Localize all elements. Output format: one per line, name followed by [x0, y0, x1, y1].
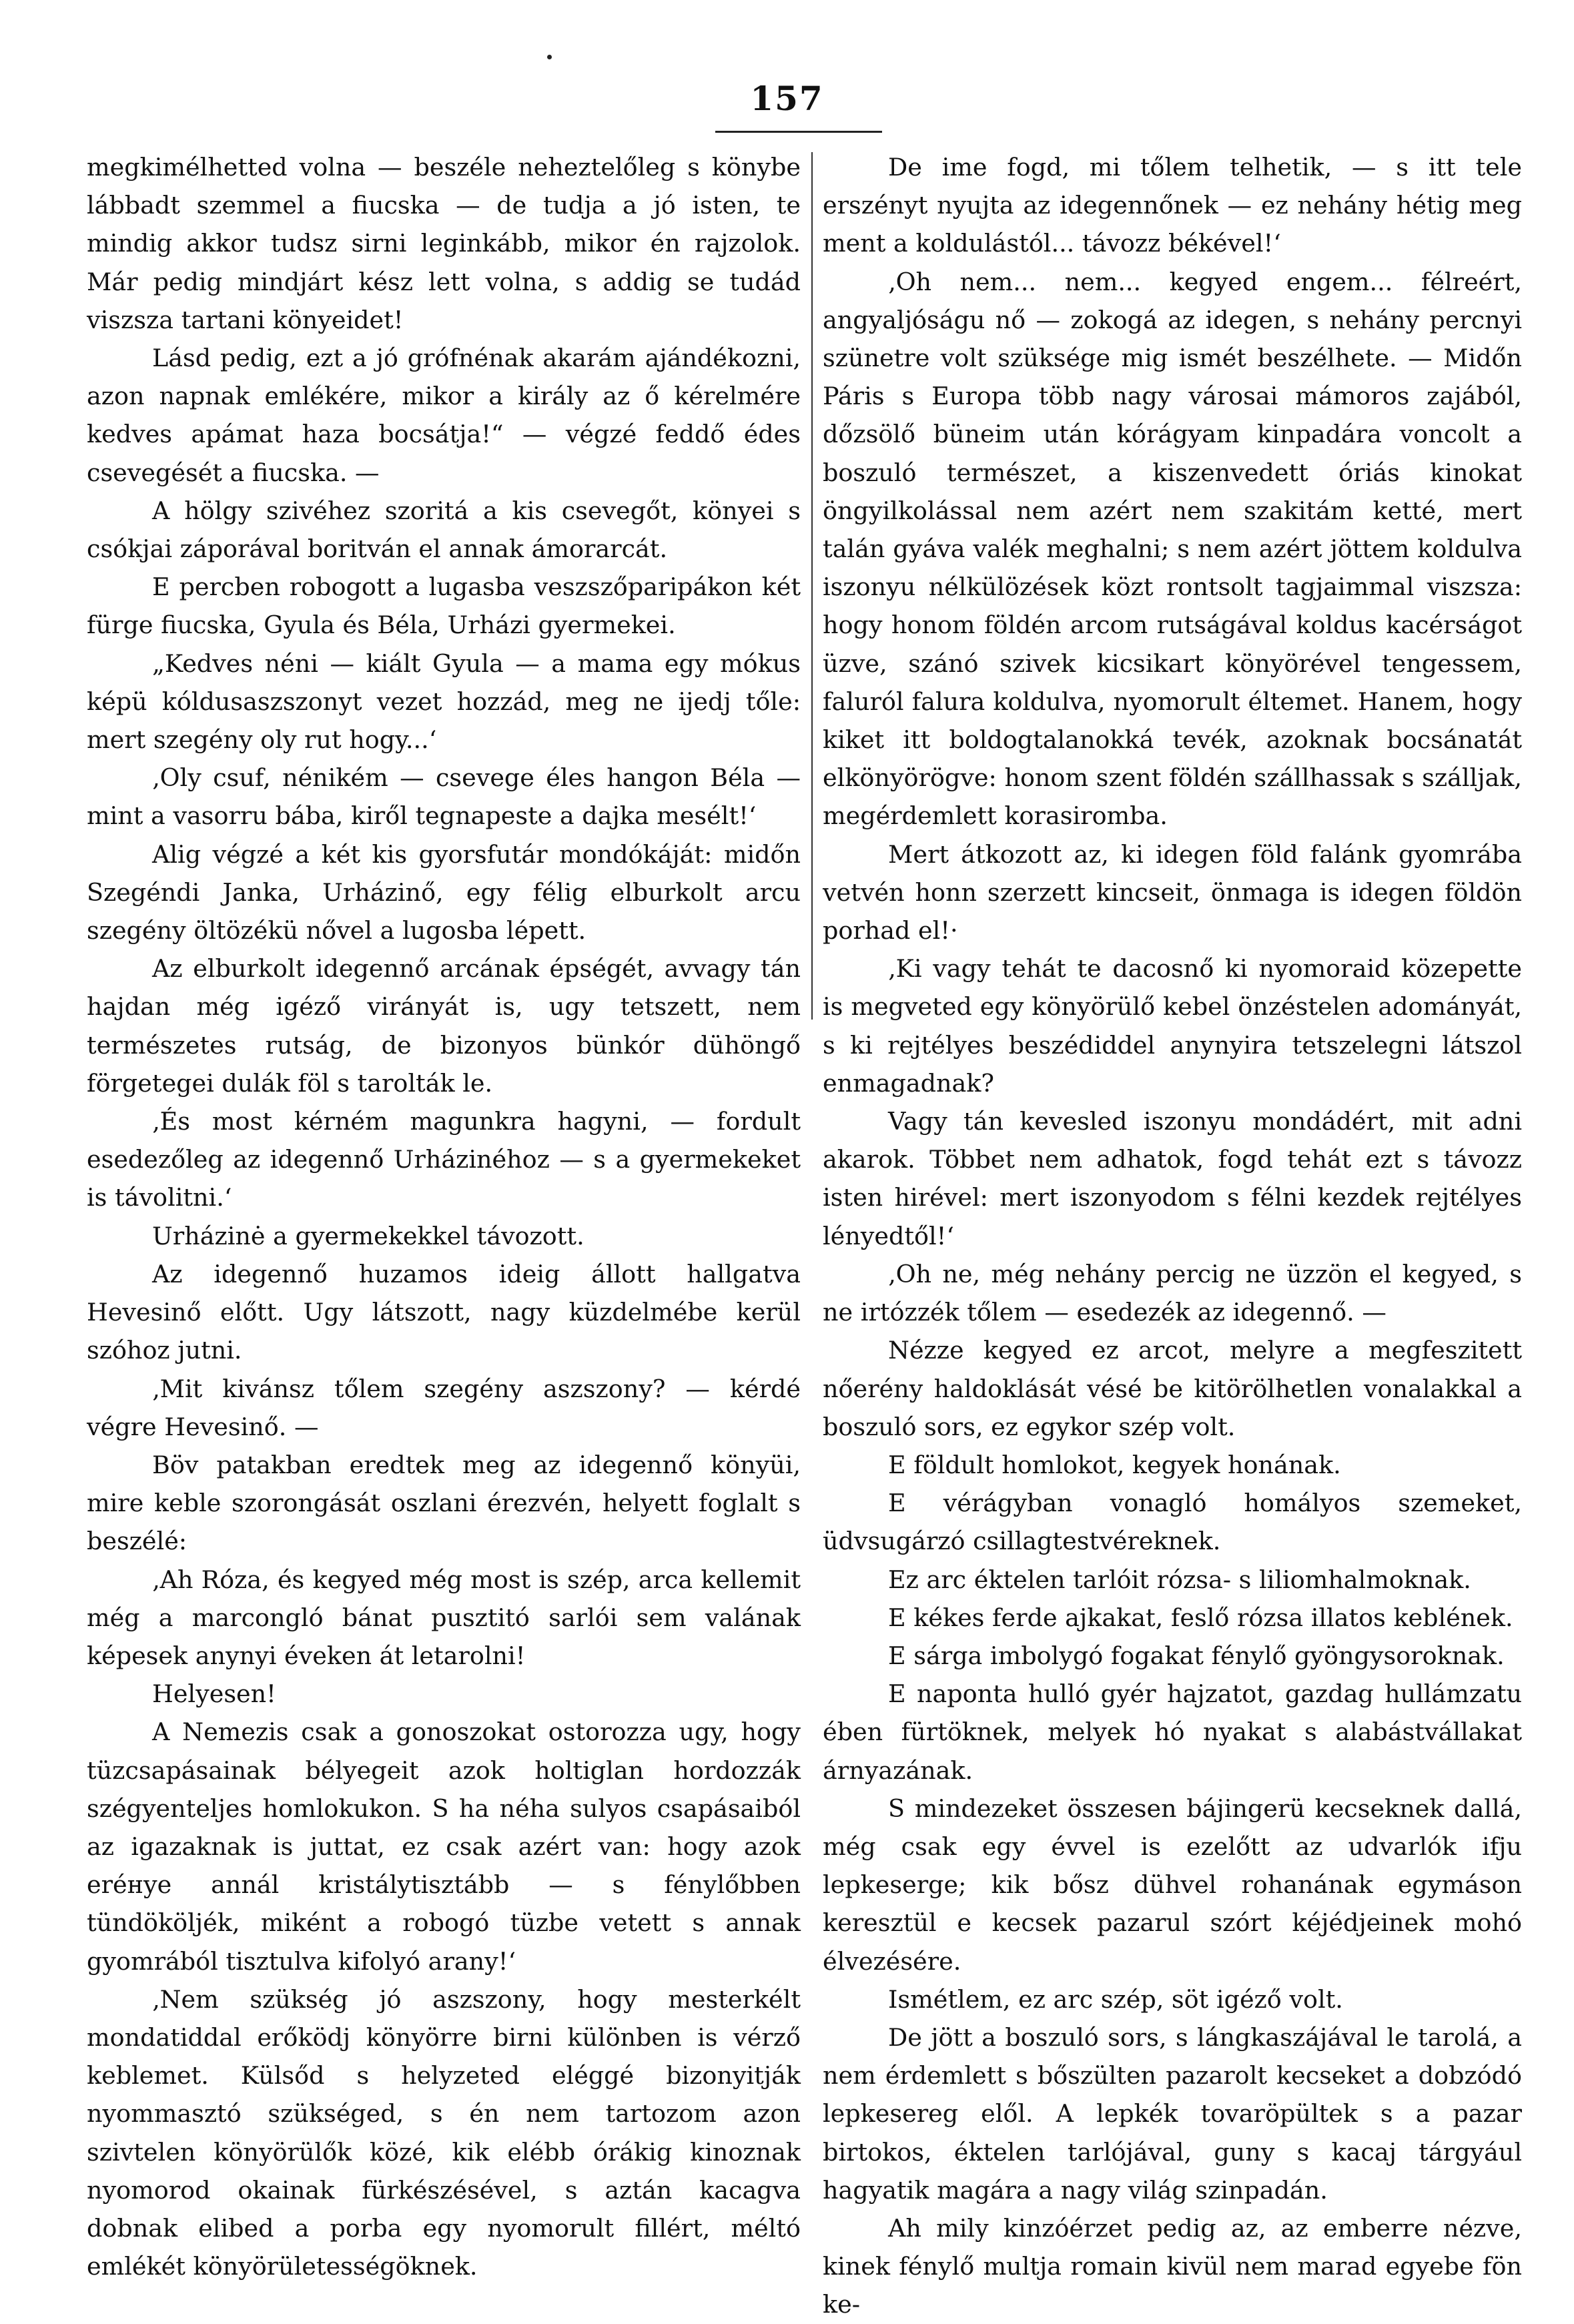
page-number: 157 [750, 79, 824, 118]
paragraph: E földult homlokot, kegyek honának. [888, 1450, 1341, 1479]
paragraph: ‚Oly csuf, nénikém — csevege éles hangon Béla — mint a vasorru bába, kiről tegnapeste a dajka mesélt!‘ [87, 763, 801, 831]
column-divider [811, 152, 813, 1020]
paragraph: megkimélhetted volna — beszéle neheztelőleg s könybe lábbadt szemmel a fiucska — de tudja a jó isten, te mindig akkor tudsz sirni leginkább, mikor én rajzolok. Már pedig mindjárt kész lett volna, s addig se tudád viszsza tartani könyeidet! [87, 153, 801, 334]
paragraph: Az idegennő huzamos ideig állott hallgatva Hevesinő előtt. Ugy látszott, nagy küzdelmébe kerül szóhoz jutni. [87, 1259, 801, 1365]
right-column [823, 148, 1522, 2324]
paragraph: A hölgy szivéhez szoritá a kis csevegőt, könyei s csókjai záporával boritván el annak ámorarcát. [87, 496, 801, 564]
paragraph: ‚És most kérném magunkra hagyni, — fordult esedezőleg az idegennő Urházinéhoz — s a gyermekeket is távolitni.‘ [87, 1107, 801, 1212]
paragraph: ‚Ah Róza, és kegyed még most is szép, arca kellemit még a marcongló bánat pusztitó sarlói sem valának képesek anynyi éveken át letarolni! [87, 1565, 801, 1670]
paragraph: E naponta hulló gyér hajzatot, gazdag hullámzatu ében fürtöknek, melyek hó nyakat s alabástvállakat árnyazának. [823, 1679, 1522, 1785]
paragraph: Ah mily kinzóérzet pedig az, az emberre nézve, kinek fénylő multja romain kivül nem marad egyebe fön ke- [823, 2213, 1522, 2319]
paragraph: ‚Mit kivánsz tőlem szegény aszszony? — kérdé végre Hevesinő. — [87, 1374, 801, 1441]
paragraph: Mert átkozott az, ki idegen föld falánk gyomrába vetvén honn szerzett kincseit, önmaga is idegen földön porhad el!· [823, 839, 1522, 945]
paragraph: Helyesen! [152, 1679, 276, 1709]
paragraph: Lásd pedig, ezt a jó grófnénak akarám ajándékozni, azon napnak emlékére, mikor a király az ő kérelmére kedves apámat haza bocsátja!“ — végzé feddő édes csevegését a fiucska. — [87, 344, 801, 487]
paragraph: E vérágyban vonagló homályos szemeket, üdvsugárzó csillagtestvéreknek. [823, 1489, 1522, 1556]
paragraph: Ismétlem, ez arc szép, söt igéző volt. [888, 1984, 1343, 2014]
paragraph: Alig végzé a két kis gyorsfutár mondókáját: midőn Szegéndi Janka, Urházinő, egy félig elburkolt arcu szegény öltözékü nővel a lugosba lépett. [87, 839, 801, 945]
paragraph: Urházinė a gyermekekkel távozott. [152, 1221, 584, 1250]
paragraph: Vagy tán kevesled iszonyu mondádért, mit adni akarok. Többet nem adhatok, fogd tehát ezt s távozz isten hirével: mert iszonyodom s félni kezdek rejtélyes lényedtől!‘ [823, 1107, 1522, 1250]
header-rule [715, 131, 882, 133]
paragraph: Böv patakban eredtek meg az idegennő könyüi, mire keble szorongását oszlani érezvén, helyett foglalt s beszélé: [87, 1450, 801, 1556]
page-dot [547, 55, 552, 59]
paragraph: „Kedves néni — kiált Gyula — a mama egy mókus képü kóldusaszszonyt vezet hozzád, meg ne ijedj tőle: mert szegény oly rut hogy...‘ [87, 649, 801, 755]
paragraph: A Nemezis csak a gonoszokat ostorozza ugy, hogy tüzcsapásainak bélyegeit azok holtiglan hordozzák szégyenteljes homlokukon. S ha néha sulyos csapásaiból az igazaknak is juttat, ez csak azért van: hogy azok eréнye annál kristálytisztább — s fénylőbben tündököljék, miként a robogó tüzbe vetett s annak gyomrából tisztulva kifolyó arany!‘ [87, 1717, 801, 1976]
paragraph: Az elburkolt idegennő arcának épségét, avvagy tán hajdan még igéző virányát is, ugy tetszett, nem természetes rutság, de bizonyos bünkór dühöngő förgetegei dulák föl s tarolták le. [87, 954, 801, 1098]
left-column [87, 148, 801, 2285]
paragraph: E percben robogott a lugasba veszszőparipákon két fürge fiucska, Gyula és Béla, Urházi gyermekei. [87, 572, 801, 640]
paragraph: S mindezeket összesen bájingerü kecseknek dallá, még csak egy évvel is ezelőtt az udvarlók ifju lepkeserge; kik bősz dühvel rohanának egymáson keresztül e kecsek pazarul szórt kéjédjeinek mohó élvezésére. [823, 1794, 1522, 1976]
paragraph: De jött a boszuló sors, s lángkaszájával le tarolá, a nem érdemlett s bőszülten pazarolt kecseket a dobzódó lepkesereg elől. A lepkék tovaröpültek s a pazar birtokos, éktelen tarlójával, guny s kacaj tárgyául hagyatik magára a nagy világ szinpadán. [823, 2022, 1522, 2205]
paragraph: ‚Oh ne, még nehány percig ne üzzön el kegyed, s ne irtózzék tőlem — esedezék az idegennő. — [823, 1259, 1522, 1327]
paragraph: De ime fogd, mi tőlem telhetik, — s itt tele erszényt nyujta az idegennőnek — ez nehány hétig meg ment a koldulástól... távozz békével!‘ [823, 153, 1522, 258]
paragraph: ‚Ki vagy tehát te dacosnő ki nyomoraid közepette is megveted egy könyörülő kebel önzéstelen adományát, s ki rejtélyes beszédiddel anynyira tetszelegni látszol enmagadnak? [823, 954, 1522, 1098]
paragraph: ‚Oh nem... nem... kegyed engem... félreért, angyaljóságu nő — zokogá az idegen, s nehány percnyi szünetre volt szüksége mig ismét beszélhete. — Midőn Páris s Europa több nagy városai mámoros zajából, dőzsölő büneim után kórágyam kinpadára voncolt a boszuló természet, a kiszenvedett óriás kinokat öngyilkolással nem azért nem szakitám ketté, mert talán gyáva valék meghalni; s nem azért jöttem koldulva iszonyu nélkülözések közt rontsolt tagjaimmal viszsza: hogy honom földén arcom rutságával koldus kacérságot üzve, szánó szivek kicsikart könyörével tengessem, faluról falura koldulva, nyomorult éltemet. Hanem, hogy kiket itt boldogtalanokká tevék, azoknak bocsánatát elkönyörögve: honom szent földén szállhassak s szálljak, megérdemlett korasiromba. [823, 267, 1522, 831]
paragraph: E kékes ferde ajkakat, feslő rózsa illatos keblének. [888, 1603, 1513, 1632]
paragraph: E sárga imbolygó fogakat fénylő gyöngysoroknak. [888, 1641, 1505, 1670]
paragraph: ‚Nem szükség jó aszszony, hogy mesterkélt mondatiddal erőködj könyörre birni különben is vérző keblemet. Külsőd s helyzeted eléggé bizonyitják nyommasztó szükséged, s én nem tartozom azon szivtelen könyörülők közé, kik elébb órákig kinoznak nyomorod okainak fürkészésével, s aztán kacagva dobnak elibed a porba egy nyomorult fillért, méltó emlékét könyörületességöknek. [87, 1984, 801, 2281]
paragraph: Ez arc éktelen tarlóit rózsa- s liliomhalmoknak. [888, 1565, 1471, 1594]
paragraph: Nézze kegyed ez arcot, melyre a megfeszitett nőerény haldoklását vésé be kitörölhetlen vonalakkal a boszuló sors, ez egykor szép volt. [823, 1336, 1522, 1441]
